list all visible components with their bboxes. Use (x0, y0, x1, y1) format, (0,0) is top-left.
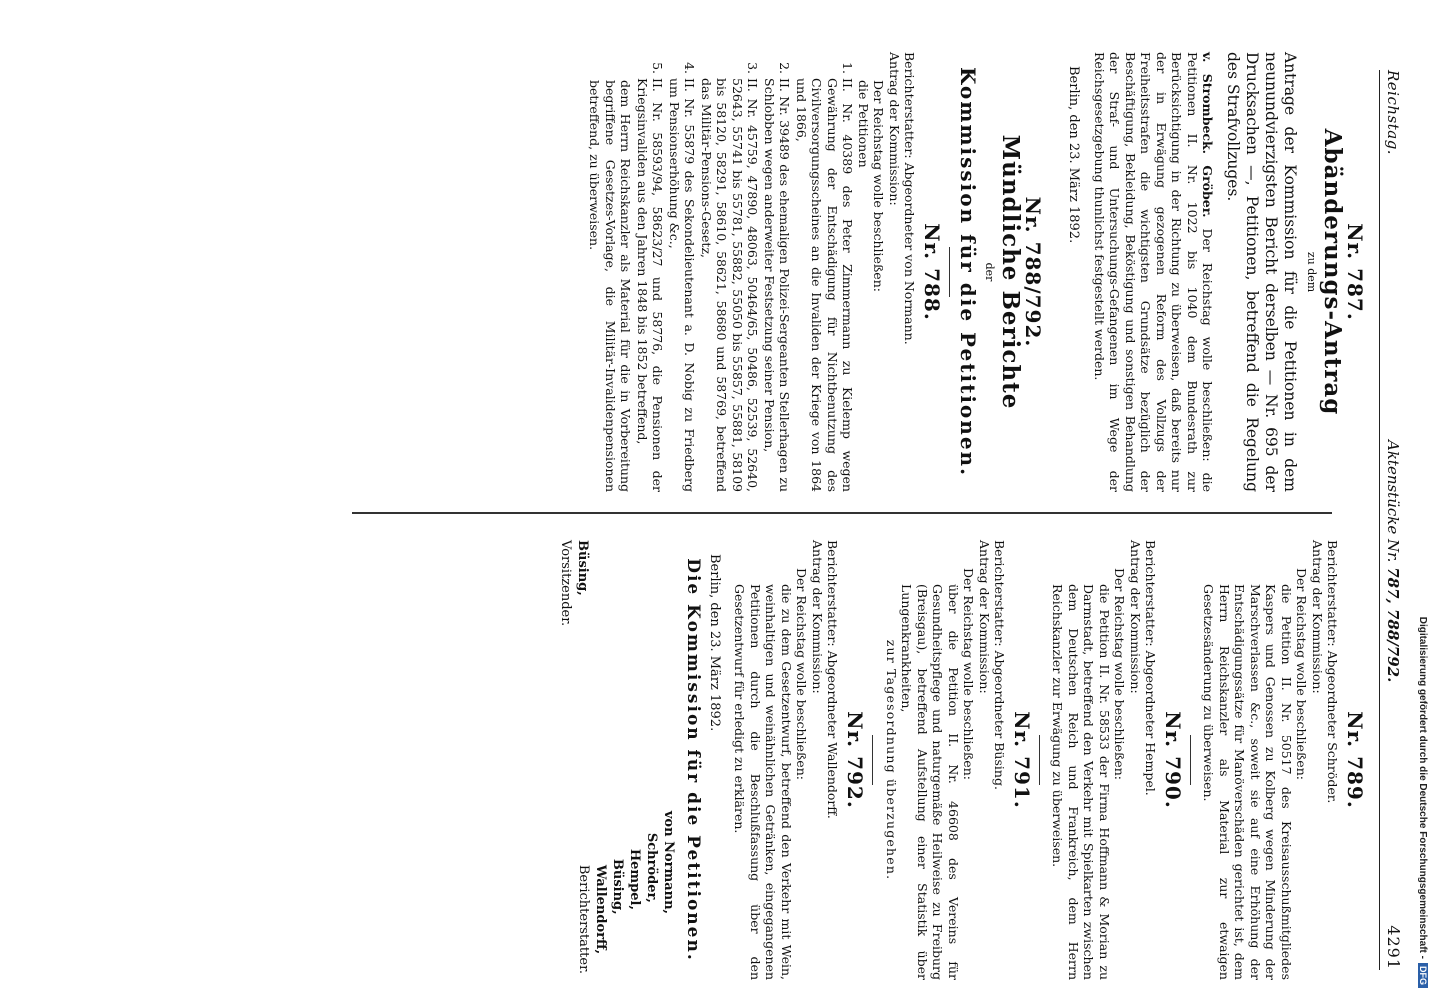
section-788-closing: dem Herrn Reichskanzler als Material für die in Vorbereitung begriffene Gesetzes-Vorlage, die Militär-Invalidenpensionen betreffend, zu überweisen. (587, 80, 634, 492)
section-789-reporter: Berichterstatter: Abgeordneter Schröder. (1325, 540, 1341, 804)
section-790-text: die Petition II. Nr. 58533 der Firma Hoffmann & Morian zu Darmstadt, betreffend den Verkehr mit Spielkarten zwischen dem Deutschen Reich und Frankreich, dem Herrn Reichskanzler zur Erwägung zu überweisen. (1050, 584, 1112, 980)
member-name: Schröder, (643, 832, 659, 903)
section-791-antrag: Antrag der Kommission: (976, 540, 992, 694)
digitization-note-text (1408, 8, 1428, 988)
section-792-reichstag: Der Reichstag wolle beschließen: (794, 568, 810, 780)
section-788-792-title: Mündliche Berichte (997, 134, 1025, 410)
digitization-text: Digitalisierung gefördert durch die Deutsche Forschungsgemeinschaft - (1417, 616, 1428, 959)
section-790-reporter: Berichterstatter: Abgeordneter Hempel. (1143, 540, 1159, 796)
section-788-792-subtitle: Kommission für die Petitionen. (956, 66, 981, 478)
section-787-number: Nr. 787. (1343, 223, 1367, 321)
rule (1039, 735, 1040, 785)
section-789-text: die Petition II. Nr. 50517 des Kreisausschußmitgliedes Kaspers und Genossen zu Kolberg wegen Minderung der Marschverlassen &c., soweit sie auf eine Erhöhung der Entschädigungssätze für Manöverschäden gerichtet ist, dem Herrn Reichskanzler als Material zur etwaigen Gesetzesänderung zu überweisen. (1201, 584, 1294, 980)
chair-name: Büsing, (574, 540, 590, 596)
member-name: Wallendorff, (592, 864, 608, 955)
section-789-number: Nr. 789. (1343, 711, 1367, 809)
section-792-antrag: Antrag der Kommission: (809, 540, 825, 694)
section-788-reichstag: Der Reichstag wolle beschließen: (871, 80, 887, 292)
list-item: 5. II. Nr. 58593/94, 58623/27 und 58776, die Pensionen der Kriegsinvaliden aus den Jahren 1848 bis 1852 betreffend, (634, 78, 665, 492)
section-790-reichstag: Der Reichstag wolle beschließen: (1112, 568, 1128, 780)
header-prefix: Aktenstücke Nr. (1384, 440, 1402, 563)
section-791-closing: zur Tagesordnung überzugehen. (883, 639, 899, 881)
section-790-number: Nr. 790. (1160, 711, 1185, 809)
section-792-reporter: Berichterstatter: Abgeordneter Wallendorff. (825, 540, 841, 819)
column-divider (352, 512, 1332, 514)
section-790-antrag: Antrag der Kommission: (1127, 540, 1143, 694)
page-number: 4291 (1384, 925, 1403, 970)
rule (949, 247, 950, 297)
section-788-792-der: der (983, 262, 996, 282)
rule (1190, 735, 1191, 785)
section-788-antrag: Antrag der Kommission: (886, 52, 902, 206)
section-787-date: Berlin, den 23. März 1892. (1066, 66, 1082, 244)
section-787-zu-dem: zu dem (1305, 251, 1318, 293)
section-787-title: Abänderungs-Antrag (1319, 128, 1347, 416)
list-item: 3. II. Nr. 45759, 47890, 48063, 50464/65, 50486, 52539, 52640, 52643, 55741 bis 55781, 55882, 55050 bis 55857, 55881, 58109 bis 58120, 58291, 58610, 58621, 58680 und 58769, betreffend das Militär-Pensions-Gesetz, (698, 78, 760, 492)
members-role: Berichterstatter. (575, 864, 591, 974)
section-792-number: Nr. 792. (842, 711, 867, 809)
list-item: 1. II. Nr. 40389 des Peter Zimmermann zu Kielemp wegen Gewährung der Entschädigung für Nichtbenutzung des Civilversorgungsscheines an die Invaliden der Kriege von 1864 und 1866, (793, 78, 855, 492)
rule (872, 735, 873, 785)
members-signature (575, 811, 677, 974)
signature-block (557, 540, 677, 980)
section-791-number: Nr. 791. (1009, 711, 1034, 809)
section-792-text: die zu dem Gesetzentwurf, betreffend den Verkehr mit Wein, weinhaltigen und weinähnlichen Getränken, eingegangenen Petitionen durch die Beschlußfassung über den Gesetzentwurf für erledigt zu erklären. (732, 584, 794, 980)
dfg-logo: DFG (1418, 963, 1428, 988)
section-788-petition-list (634, 52, 855, 492)
section-787-proposer: v. Strombeck. Gröber. (1200, 52, 1216, 218)
section-788-reporter: Berichterstatter: Abgeordneter von Normann. (902, 52, 918, 345)
header-aktenstuecke (1384, 440, 1402, 682)
section-787-intro: Antrage der Kommission für die Petitionen in dem neunundvierzigsten Bericht derselben — Nr. 695 der Drucksachen —, Petitionen, betreffend die Regelung des Strafvollzuges. (1224, 52, 1300, 492)
section-787-body (1092, 52, 1216, 492)
section-791-reporter: Berichterstatter: Abgeordneter Büsing. (992, 540, 1008, 790)
commission-signature-title: Die Kommission für die Petitionen. (683, 558, 704, 962)
section-788-die-petitionen: die Petitionen (855, 80, 871, 168)
section-789-reichstag: Der Reichstag wolle beschließen: (1294, 568, 1310, 780)
section-788-number: Nr. 788. (919, 223, 944, 321)
section-791-reichstag: Der Reichstag wolle beschließen: (961, 568, 977, 780)
header-reichstag: Reichstag. (1384, 70, 1402, 156)
digitization-note (1408, 8, 1428, 988)
right-column (557, 540, 1372, 980)
section-787-text: Der Reichstag wolle beschließen: die Petitionen II. Nr. 1022 bis 1040 dem Bundesrath zur Berücksichtigung in der Richtung zu überweisen, daß bereits nur der in Erwägung gezogenen Reform des Vollzugs der Freiheitsstrafen die wichtigsten Grundsätze bezüglich der Beschäftigung, Bekleidung, Beköstigung und sonstigen Behandlung der Straf- und Untersuchungs-Gefangenen im Wege der Reichsgesetzgebung thunlichst festgestellt werden. (1092, 52, 1216, 492)
section-788-792-number: Nr. 788/792. (1021, 196, 1045, 348)
section-792-date: Berlin, den 23. März 1892. (706, 554, 722, 732)
section-791-text: über die Petition II. Nr. 46608 des Vereins für Gesundheitspflege und naturgemäße Heilweise zu Freiburg (Breisgau), betreffend Aufstellung einer Statistik über Lungenkrankheiten, (899, 584, 961, 980)
member-name: Hempel, (626, 848, 642, 911)
list-item: 2. II. Nr. 39489 des ehemaligen Polizei-Sergeanten Stellerhagen zu Schlobben wegen anderweiter Festsetzung seiner Pension, (761, 78, 792, 492)
member-name: von Normann, (660, 810, 676, 915)
section-789-antrag: Antrag der Kommission: (1310, 540, 1325, 694)
list-item: 4. II. Nr. 55879 des Sekondelieutenant a. D. Nobig zu Friedberg um Pensionserhöhung &c., (666, 78, 697, 492)
chair-signature (557, 540, 591, 626)
chair-role: Vorsitzender. (557, 540, 573, 627)
member-name: Büsing, (609, 858, 625, 915)
header-numbers: 787, 788/792. (1384, 567, 1402, 683)
left-column (587, 52, 1372, 492)
